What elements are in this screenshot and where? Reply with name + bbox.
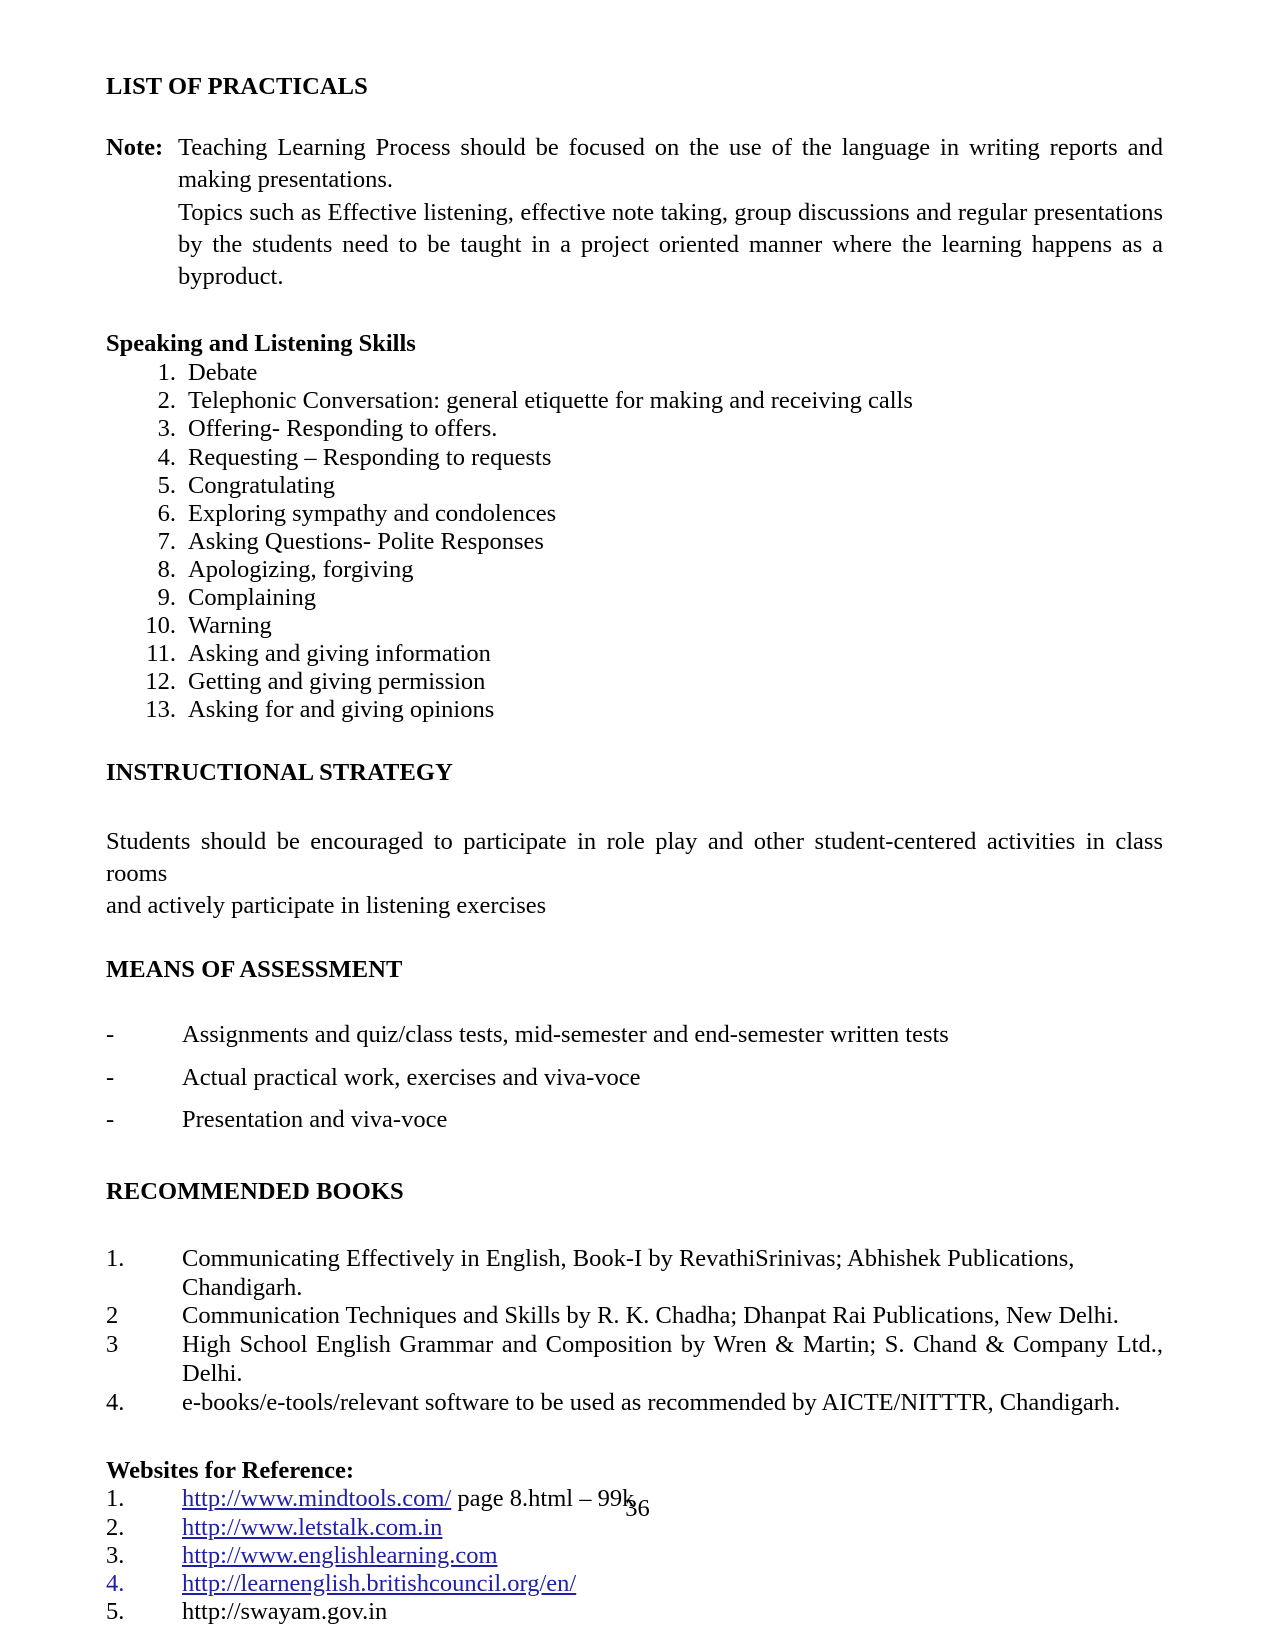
list-item-label: Getting and giving permission xyxy=(188,667,486,695)
list-item-number: 1. xyxy=(106,1244,125,1272)
note-paragraph-1: Teaching Learning Process should be focused on the use of the language in writing reports and making presentations. xyxy=(178,133,1163,194)
list-item-label: Apologizing, forgiving xyxy=(188,555,414,583)
website-link[interactable]: http://learnenglish.britishcouncil.org/en/ xyxy=(182,1569,577,1597)
list-item xyxy=(106,472,1163,500)
means-of-assessment-list xyxy=(106,1023,1163,1133)
speaking-listening-list xyxy=(106,359,1163,724)
list-item-number: 12. xyxy=(145,667,176,695)
list-item-number: 8. xyxy=(157,555,176,583)
list-item xyxy=(106,1023,1163,1048)
websites-heading: Websites for Reference: xyxy=(106,1457,355,1485)
recommended-books-list xyxy=(106,1245,1163,1418)
list-item-number: 3. xyxy=(157,415,176,443)
note-block xyxy=(106,132,1163,294)
list-item-number: 7. xyxy=(157,527,176,555)
speaking-listening-heading: Speaking and Listening Skills xyxy=(106,329,416,357)
list-item xyxy=(106,444,1163,472)
website-link[interactable]: http://www.englishlearning.com xyxy=(182,1541,498,1569)
list-item xyxy=(106,696,1163,724)
list-item-label: Communicating Effectively in English, Book-I by RevathiSrinivas; Abhishek Publications, Chandigarh. xyxy=(182,1244,1075,1301)
list-item-number: 2. xyxy=(106,1513,125,1541)
list-item-number: 3 xyxy=(106,1331,119,1359)
page-number: 36 xyxy=(625,1495,650,1522)
list-item-label: Congratulating xyxy=(188,471,335,499)
instructional-strategy-line-2: and actively participate in listening exercises xyxy=(106,891,547,919)
means-of-assessment-heading: MEANS OF ASSESSMENT xyxy=(106,956,403,984)
website-link[interactable]: http://www.mindtools.com/ xyxy=(182,1485,452,1513)
list-item-number: 6. xyxy=(157,499,176,527)
list-item-number: 2 xyxy=(106,1302,119,1330)
list-item-label: Asking and giving information xyxy=(188,639,491,667)
list-item xyxy=(106,584,1163,612)
list-item-label xyxy=(182,1570,1163,1598)
list-item-number: 13. xyxy=(145,695,176,723)
list-item-label: Debate xyxy=(188,359,258,387)
list-item-label: Asking Questions- Polite Responses xyxy=(188,527,544,555)
list-item-label: High School English Grammar and Composition by Wren & Martin; S. Chand & Company Ltd., Delhi. xyxy=(182,1331,1163,1388)
list-item-label: Exploring sympathy and condolences xyxy=(188,499,557,527)
list-item-number: 4. xyxy=(106,1389,125,1417)
list-item xyxy=(106,668,1163,696)
list-item-label: Complaining xyxy=(188,583,316,611)
list-item xyxy=(106,359,1163,387)
list-item-number: 5. xyxy=(106,1597,125,1625)
note-label: Note: xyxy=(106,133,164,161)
list-item xyxy=(106,528,1163,556)
instructional-strategy-body xyxy=(106,826,1163,922)
list-item xyxy=(106,612,1163,640)
list-item-number: 3. xyxy=(106,1541,125,1569)
list-item xyxy=(106,500,1163,528)
list-item xyxy=(106,1389,1163,1418)
list-item-label: Requesting – Responding to requests xyxy=(188,443,552,471)
list-item-number: 2. xyxy=(157,387,176,415)
dash-bullet: - xyxy=(106,1021,115,1049)
recommended-books-heading: RECOMMENDED BOOKS xyxy=(106,1177,404,1205)
dash-bullet: - xyxy=(106,1106,115,1134)
list-item xyxy=(106,1302,1163,1331)
dash-bullet: - xyxy=(106,1063,115,1091)
list-item-label: Telephonic Conversation: general etiquette for making and receiving calls xyxy=(188,387,913,415)
list-item-label: Communication Techniques and Skills by R. K. Chadha; Dhanpat Rai Publications, New Delhi. xyxy=(182,1302,1119,1330)
instructional-strategy-line-1: Students should be encouraged to participate in role play and other student-centered activities in class rooms xyxy=(106,827,1163,887)
note-body xyxy=(178,132,1163,294)
list-item xyxy=(106,640,1163,668)
list-item-number: 5. xyxy=(157,471,176,499)
list-item-number: 1. xyxy=(106,1485,125,1513)
list-item-label: Presentation and viva-voce xyxy=(182,1106,448,1134)
instructional-strategy-heading: INSTRUCTIONAL STRATEGY xyxy=(106,758,453,786)
list-item-number: 11. xyxy=(146,639,176,667)
list-item-label xyxy=(182,1542,1163,1570)
list-item-label: Actual practical work, exercises and viva-voce xyxy=(182,1063,641,1091)
list-item xyxy=(106,387,1163,415)
list-item xyxy=(106,1598,1163,1626)
list-item-number: 10. xyxy=(145,611,176,639)
website-link-suffix: page 8.html – 99k xyxy=(451,1485,635,1513)
list-item xyxy=(106,1331,1163,1389)
list-item-label: Warning xyxy=(188,611,272,639)
list-item xyxy=(106,1542,1163,1570)
list-item-number: 1. xyxy=(157,359,176,387)
list-item xyxy=(106,556,1163,584)
list-item xyxy=(106,1245,1163,1303)
list-item xyxy=(106,1063,1163,1091)
list-item-label: Asking for and giving opinions xyxy=(188,695,495,723)
list-item-label xyxy=(182,1598,1163,1626)
list-item xyxy=(106,415,1163,443)
list-item-label: e-books/e-tools/relevant software to be used as recommended by AICTE/NITTTR, Chandigarh. xyxy=(182,1389,1121,1417)
list-item-label: Offering- Responding to offers. xyxy=(188,415,498,443)
note-paragraph-2: Topics such as Effective listening, effective note taking, group discussions and regular presentations by the students need to be taught in a project oriented manner where the learning happens as a byproduct. xyxy=(178,198,1163,291)
list-item-number: 4. xyxy=(106,1569,125,1597)
website-link[interactable]: http://www.letstalk.com.in xyxy=(182,1513,443,1541)
list-item xyxy=(106,1570,1163,1598)
website-url-plain: http://swayam.gov.in xyxy=(182,1597,388,1625)
list-item-number: 4. xyxy=(157,443,176,471)
page-title: LIST OF PRACTICALS xyxy=(106,73,368,100)
list-item-label: Assignments and quiz/class tests, mid-semester and end-semester written tests xyxy=(182,1021,949,1049)
list-item xyxy=(106,1108,1163,1133)
list-item-number: 9. xyxy=(157,583,176,611)
